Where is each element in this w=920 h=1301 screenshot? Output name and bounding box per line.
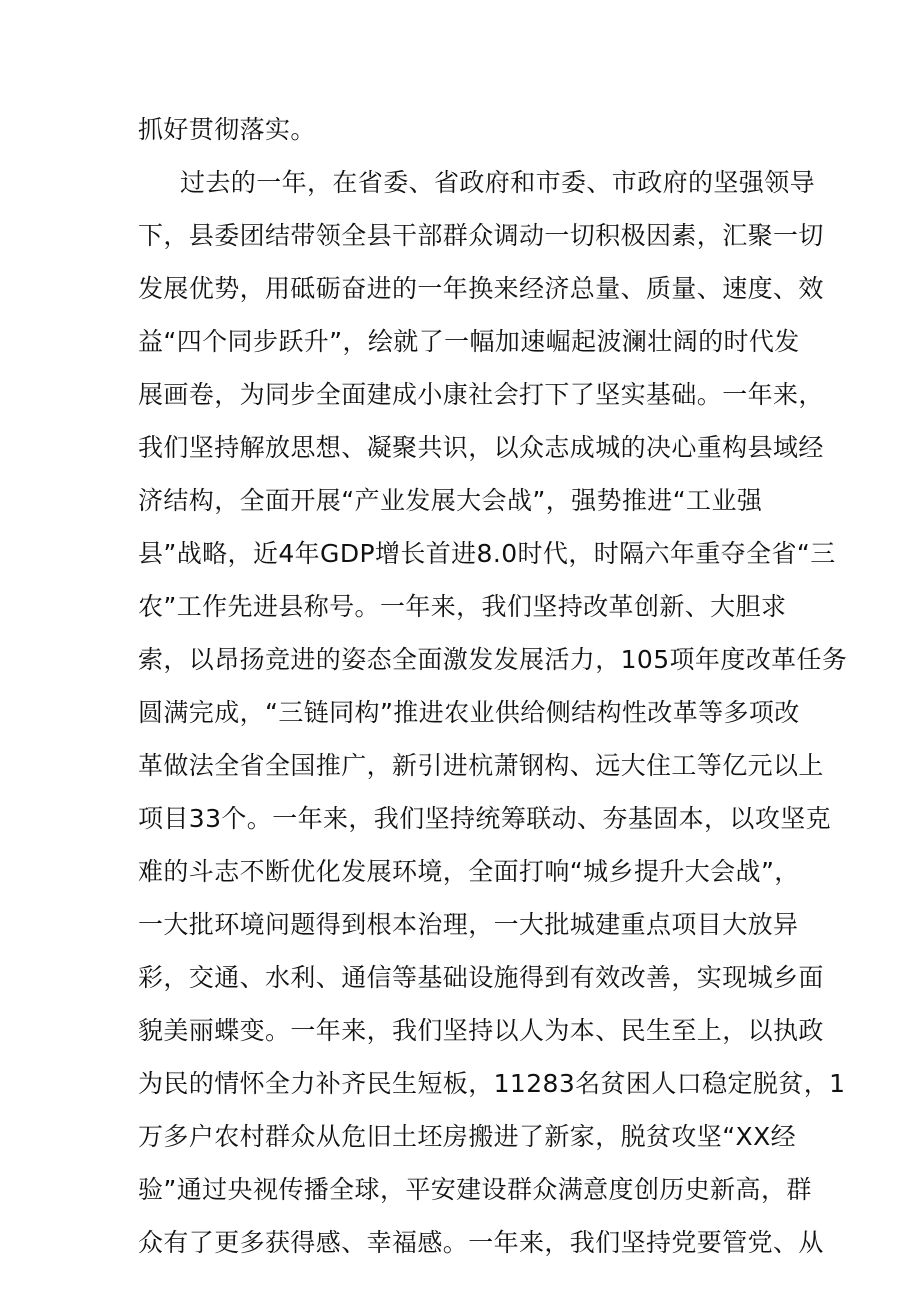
text-line: 展画卷，为同步全面建成小康社会打下了坚实基础。一年来，: [138, 380, 824, 409]
text-line: 抓好贯彻落实。: [138, 115, 316, 144]
text-line: 为民的情怀全力补齐民生短板，11283名贫困人口稳定脱贫，1: [138, 1069, 846, 1098]
text-line: 益“四个同步跃升”，绘就了一幅加速崛起波澜壮阔的时代发: [138, 327, 800, 356]
text-line: 难的斗志不断优化发展环境，全面打响“城乡提升大会战”，: [138, 857, 800, 886]
text-line: 县”战略，近4年GDP增长首进8.0时代，时隔六年重夺全省“三: [138, 539, 836, 568]
text-line: 农”工作先进县称号。一年来，我们坚持改革创新、大胆求: [138, 592, 787, 621]
text-line: 济结构，全面开展“产业发展大会战”，强势推进“工业强: [138, 486, 763, 515]
body-text: [138, 103, 848, 1269]
text-line: 索，以昂扬竞进的姿态全面激发发展活力，105项年度改革任务: [138, 645, 848, 674]
text-line: 彩，交通、水利、通信等基础设施得到有效改善，实现城乡面: [138, 963, 824, 992]
text-line: 众有了更多获得感、幸福感。一年来，我们坚持党要管党、从: [138, 1228, 824, 1257]
text-line: 万多户农村群众从危旧土坯房搬进了新家，脱贫攻坚“XX经: [138, 1122, 797, 1151]
text-line: 项目33个。一年来，我们坚持统筹联动、夯基固本，以攻坚克: [138, 804, 832, 833]
text-line: 发展优势，用砥砺奋进的一年换来经济总量、质量、速度、效: [138, 274, 824, 303]
text-line: 圆满完成，“三链同构”推进农业供给侧结构性改革等多项改: [138, 698, 800, 727]
text-line: 貌美丽蝶变。一年来，我们坚持以人为本、民生至上，以执政: [138, 1016, 824, 1045]
text-line: 一大批环境问题得到根本治理，一大批城建重点项目大放异: [138, 910, 799, 939]
text-line: 下，县委团结带领全县干部群众调动一切积极因素，汇聚一切: [138, 221, 824, 250]
text-line: 我们坚持解放思想、凝聚共识，以众志成城的决心重构县域经: [138, 433, 824, 462]
text-line: 验”通过央视传播全球，平安建设群众满意度创历史新高，群: [138, 1175, 812, 1204]
paragraph-first-line: 过去的一年，在省委、省政府和市委、市政府的坚强领导: [180, 168, 816, 197]
text-line: 革做法全省全国推广，新引进杭萧钢构、远大住工等亿元以上: [138, 751, 824, 780]
